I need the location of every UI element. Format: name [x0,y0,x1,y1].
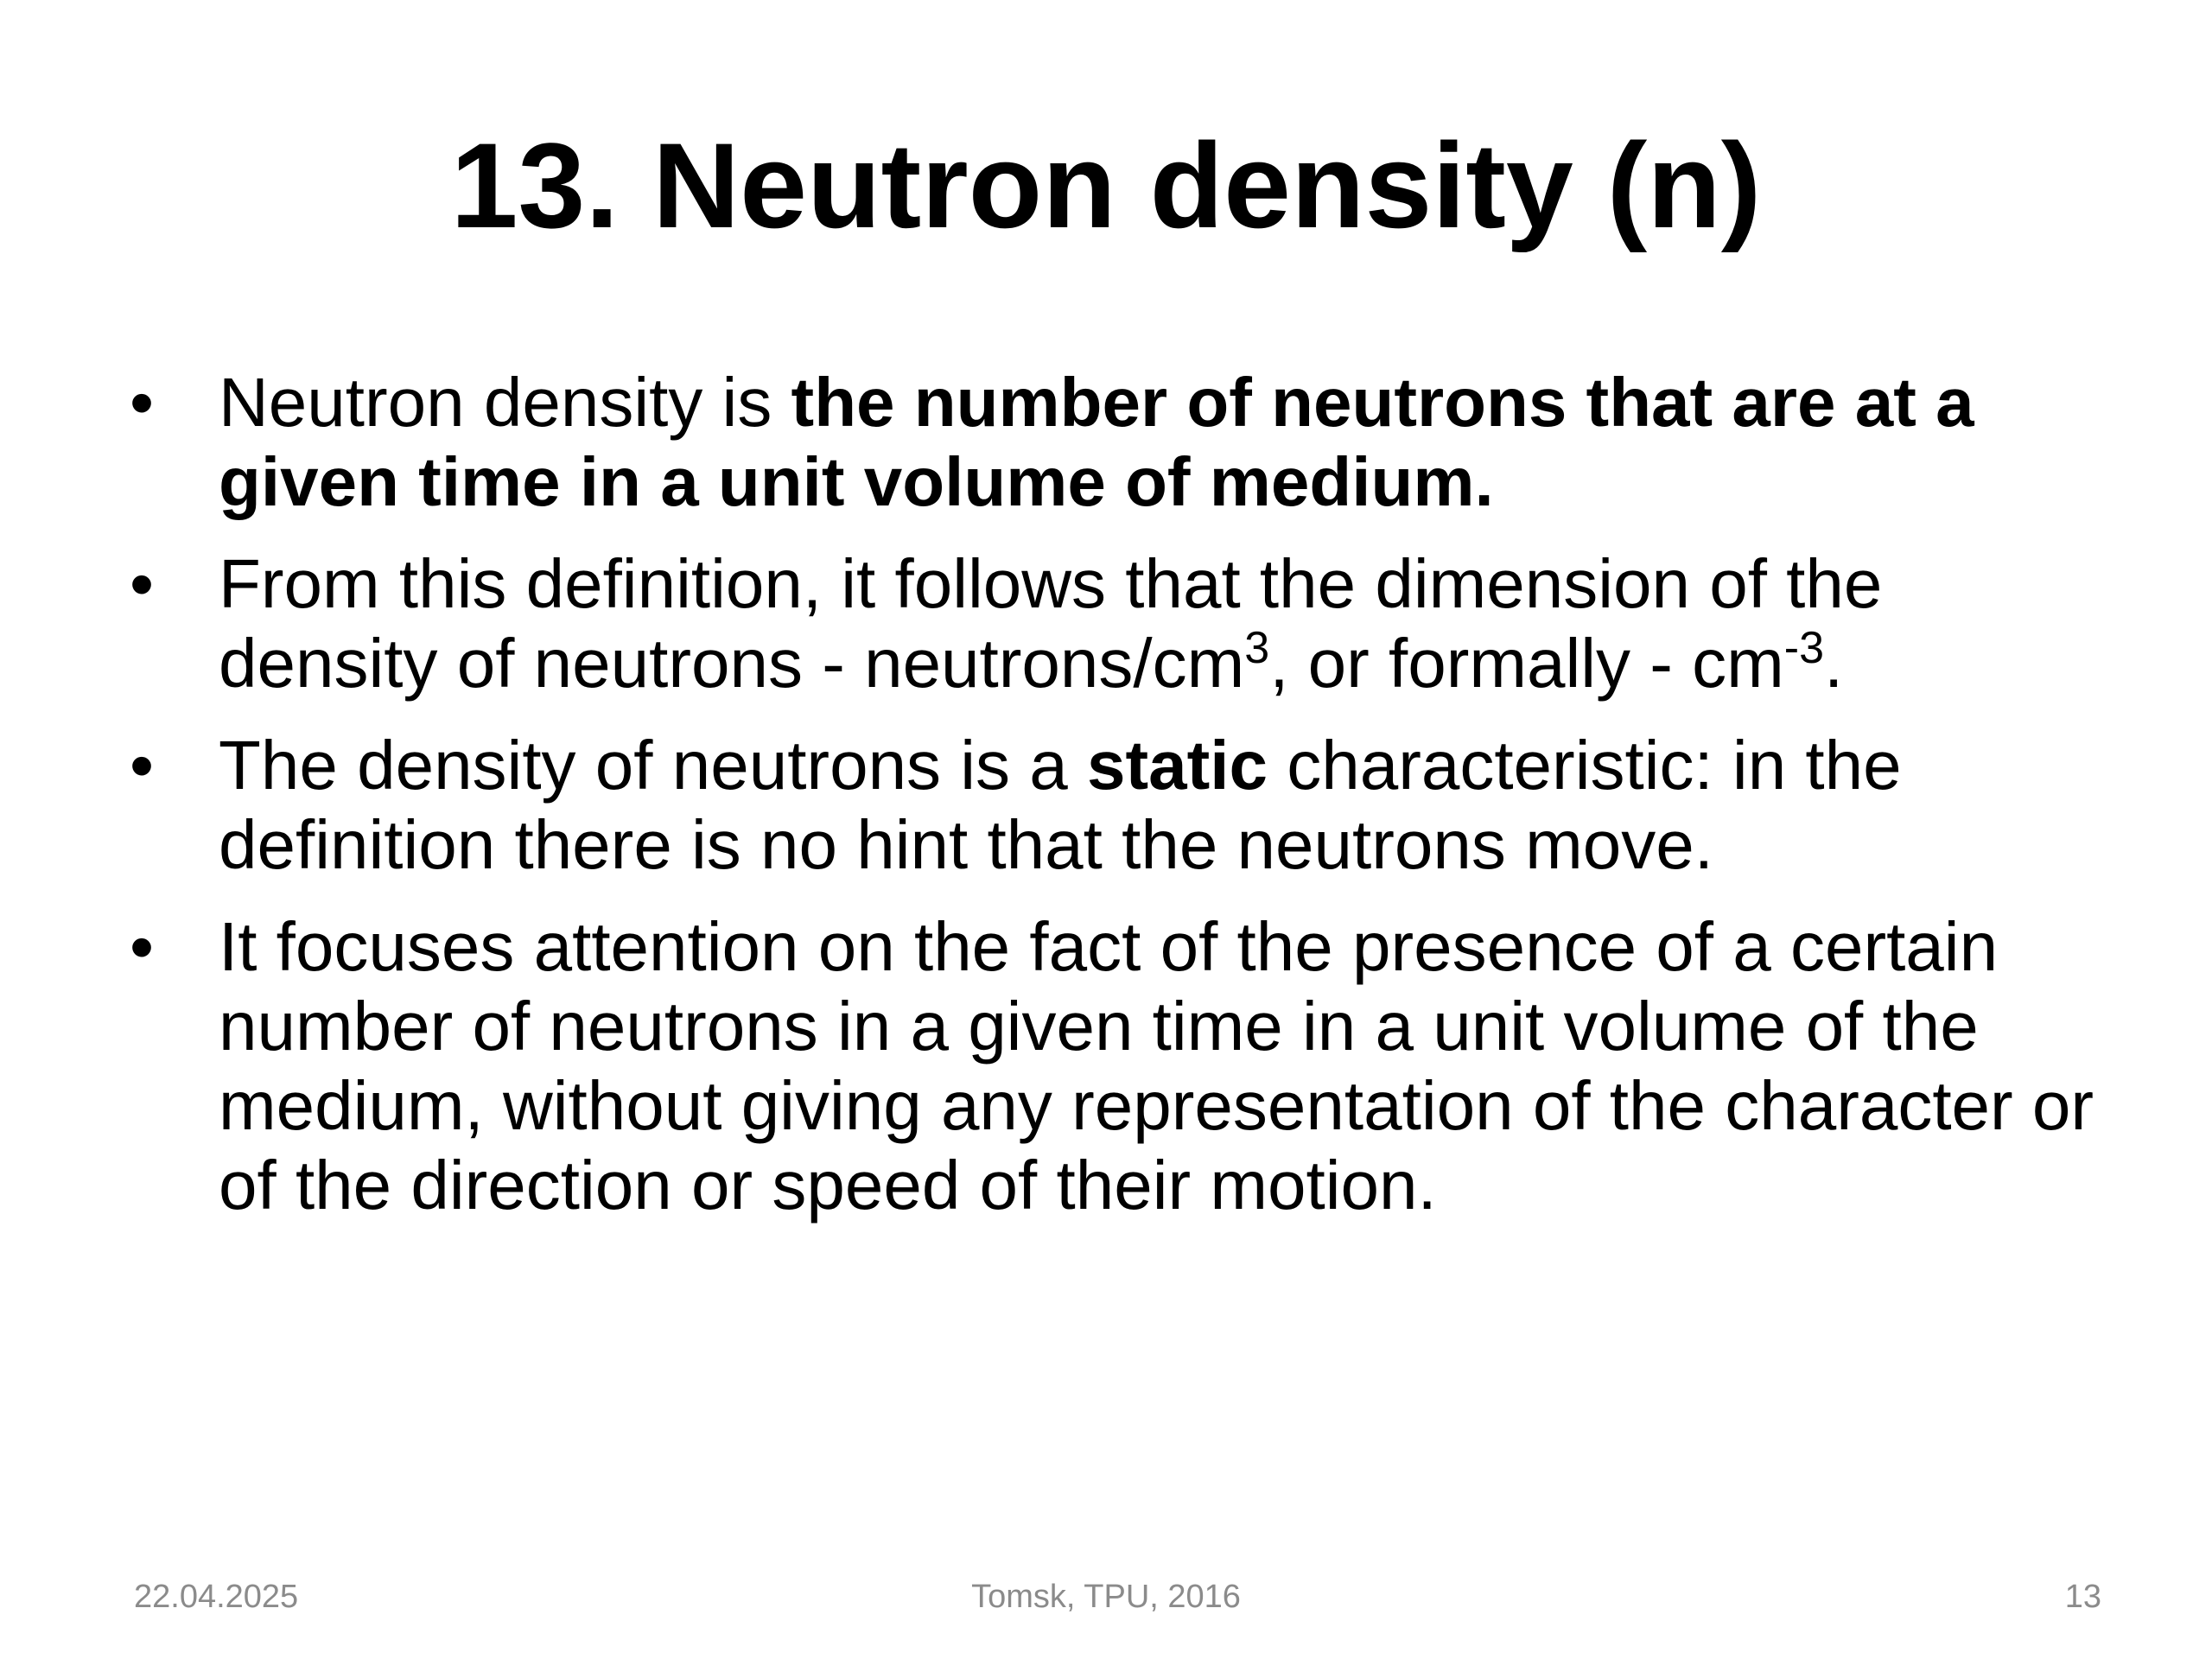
bullet-dot-icon: • [130,364,155,441]
superscript: 3 [1244,623,1270,674]
bullet-item-3 [130,726,2108,885]
bullet-text-segment: From this definition, it follows that the dimension of the density of neutrons - neutrons/cm [219,545,1883,702]
bullet-text-segment: characteristic: in the definition there is no hint that the neutrons move. [219,727,1902,883]
bullet-text [219,726,2108,885]
footer-date: 22.04.2025 [134,1579,299,1615]
bullet-text-bold: the number of neutrons that are at a given time in a unit volume of medium. [219,364,1974,520]
bullet-text-segment: . [1824,625,1844,702]
superscript: -3 [1783,623,1825,674]
bullet-dot-icon: • [130,908,155,985]
bullet-text-segment: The density of neutrons is a [219,727,1087,804]
bullet-dot-icon: • [130,545,155,622]
bullet-item-2 [130,544,2108,703]
bullet-text-segment: Neutron density is [219,364,791,441]
bullet-text [219,907,2108,1225]
footer-center-text: Tomsk, TPU, 2016 [971,1579,1241,1615]
slide-title: 13. Neutron density (n) [450,118,1762,253]
bullet-text [219,544,2108,703]
bullet-item-4 [130,907,2108,1225]
bullet-dot-icon: • [130,727,155,804]
bullet-text-bold: static [1087,727,1268,804]
bullet-text-segment: , or formally - cm [1269,625,1784,702]
bullet-list [130,363,2108,1248]
bullet-text [219,363,2108,522]
bullet-text-segment: It focuses attention on the fact of the presence of a certain number of neutrons in a given time in a unit volume of the medium, without giving any representation of the character or of the direction or speed of their motion. [219,908,2094,1224]
bullet-item-1 [130,363,2108,522]
footer-page-number: 13 [2064,1579,2101,1615]
